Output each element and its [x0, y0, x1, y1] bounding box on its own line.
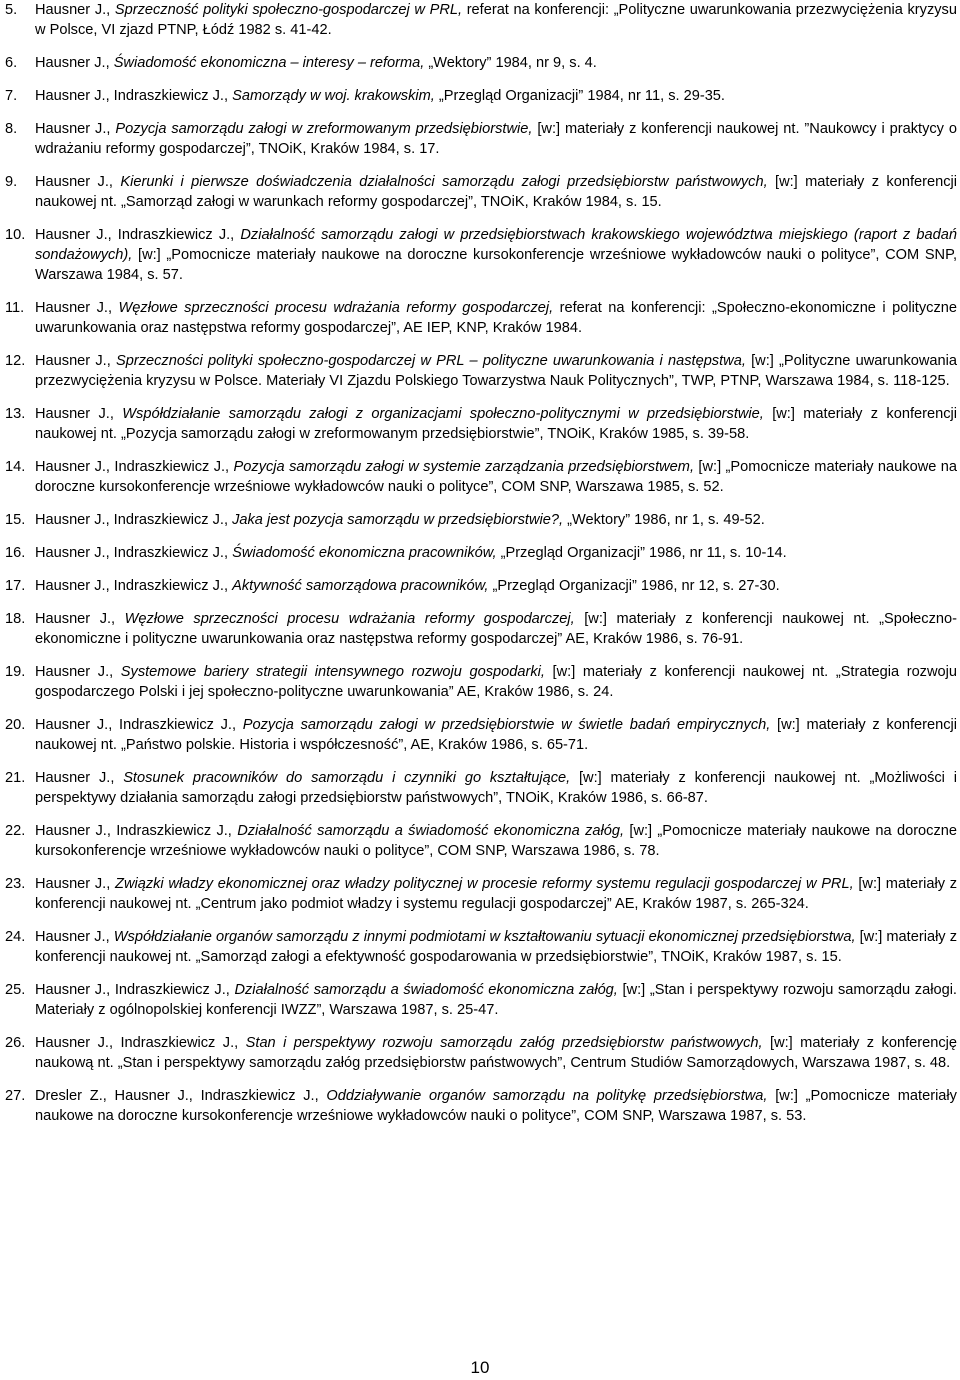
- entry-publication-details: [w:] materiały z konferencji naukowej nt. „Strategia rozwoju gospodarczego Polski i jej społeczno-polityczne uwarunkowania” AE, Kraków 1986, s. 24.: [35, 664, 957, 700]
- entry-title: Sprzeczność polityki społeczno-gospodarczej w PRL,: [114, 2, 463, 18]
- bibliography-entry: [5, 298, 957, 338]
- entry-authors: Hausner J.,: [35, 664, 114, 680]
- bibliography-entry: [5, 1033, 957, 1073]
- page-number: 10: [470, 1358, 490, 1377]
- entry-number: 10.: [5, 227, 26, 243]
- entry-authors: Hausner J.,: [35, 174, 113, 190]
- entry-authors: Hausner J.,: [35, 55, 110, 71]
- entry-number: 27.: [5, 1088, 26, 1104]
- entry-publication-details: referat na konferencji: „Polityczne uwarunkowania przezwyciężenia kryzysu w Polsce, VI zjazd PTNP, Łódź 1982 s. 41-42.: [35, 2, 957, 38]
- entry-title: Współdziałanie organów samorządu z innymi podmiotami w kształtowaniu sytuacji ekonomicznej przedsiębiorstwa,: [113, 929, 856, 945]
- entry-title: Węzłowe sprzeczności procesu wdrażania reformy gospodarczej,: [118, 300, 554, 316]
- entry-authors: Hausner J., Indraszkiewicz J.,: [35, 512, 229, 528]
- entry-number: 16.: [5, 545, 26, 561]
- entry-number: 17.: [5, 578, 26, 594]
- bibliography-entry: [5, 86, 957, 106]
- entry-number: 15.: [5, 512, 26, 528]
- entry-publication-details: [w:] materiały z konferencji naukowej nt. „Możliwości i perspektywy działania samorządu załogi przedsiębiorstw państwowych”, TNOiK, Kraków 1986, s. 66-87.: [35, 770, 957, 806]
- entry-number: 18.: [5, 611, 26, 627]
- entry-number: 26.: [5, 1035, 26, 1051]
- entry-authors: Hausner J., Indraszkiewicz J.,: [35, 578, 229, 594]
- entry-publication-details: „Wektory” 1984, nr 9, s. 4.: [428, 55, 597, 71]
- entry-title: Samorządy w woj. krakowskim,: [232, 88, 435, 104]
- entry-publication-details: „Przegląd Organizacji” 1986, nr 12, s. 27-30.: [492, 578, 780, 594]
- bibliography-entry: [5, 225, 957, 285]
- entry-authors: Hausner J.,: [35, 300, 113, 316]
- entry-title: Pozycja samorządu załogi w systemie zarządzania przedsiębiorstwem,: [233, 459, 694, 475]
- entry-number: 7.: [5, 88, 18, 104]
- entry-authors: Hausner J.,: [35, 406, 114, 422]
- entry-title: Aktywność samorządowa pracowników,: [232, 578, 489, 594]
- entry-authors: Hausner J.,: [35, 929, 110, 945]
- bibliography-entry: [5, 662, 957, 702]
- entry-title: Związki władzy ekonomicznej oraz władzy politycznej w procesie reformy systemu regulacji gospodarczej w PRL,: [115, 876, 854, 892]
- entry-number: 11.: [5, 300, 25, 316]
- entry-publication-details: [w:] „Pomocnicze materiały naukowe na doroczne kursokonferencje wrześniowe wykładowców nauki o polityce”, COM SNP, Warszawa 1986, s. 78.: [35, 823, 957, 859]
- entry-publication-details: [w:] „Stan i perspektywy rozwoju samorządu załogi. Materiały z ogólnopolskiej konferencji IWZZ”, Warszawa 1987, s. 25-47.: [35, 982, 957, 1018]
- entry-publication-details: [w:] „Pomocnicze materiały naukowe na doroczne kursokonferencje wrześniowe wykładowców nauki o polityce”, COM SNP, Warszawa 1987, s. 53.: [35, 1088, 957, 1124]
- entry-authors: Hausner J., Indraszkiewicz J.,: [35, 545, 229, 561]
- bibliography-entry: [5, 609, 957, 649]
- entry-publication-details: [w:] materiały z konferencji naukowej nt. „Centrum jako podmiot władzy i systemu regulacji gospodarczej” AE, Kraków 1987, s. 265-324.: [35, 876, 958, 912]
- entry-authors: Hausner J., Indraszkiewicz J.,: [35, 459, 230, 475]
- bibliography-entry: [5, 404, 957, 444]
- entry-publication-details: [w:] materiały z konferencji naukowej nt. „Pozycja samorządu załogi w zreformowanym przedsiębiorstwie”, TNOiK, Kraków 1985, s. 39-58.: [35, 406, 958, 442]
- entry-title: Stosunek pracowników do samorządu i czynniki go kształtujące,: [123, 770, 571, 786]
- entry-title: Oddziaływanie organów samorządu na politykę przedsiębiorstwa,: [326, 1088, 768, 1104]
- entry-publication-details: [w:] materiały z konferencji naukowej nt. „Państwo polskie. Historia i współczesność”, AE, Kraków 1986, s. 65-71.: [35, 717, 957, 753]
- entry-authors: Hausner J.,: [35, 2, 111, 18]
- entry-publication-details: „Przegląd Organizacji” 1986, nr 11, s. 10-14.: [500, 545, 787, 561]
- entry-title: Kierunki i pierwsze doświadczenia działalności samorządu załogi przedsiębiorstw państwowych,: [120, 174, 768, 190]
- entry-publication-details: [w:] „Pomocnicze materiały naukowe na doroczne kursokonferencje wrześniowe wykładowców nauki o polityce”, COM SNP, Warszawa 1984, s. 57.: [35, 247, 957, 283]
- bibliography-entry: [5, 172, 957, 212]
- bibliography-entry: [5, 457, 957, 497]
- bibliography-entry: [5, 715, 957, 755]
- entry-number: 6.: [5, 55, 18, 71]
- entry-title: Pozycja samorządu załogi w przedsiębiorstwie w świetle badań empirycznych,: [242, 717, 771, 733]
- entry-authors: Hausner J.,: [35, 770, 115, 786]
- entry-authors: Dresler Z., Hausner J., Indraszkiewicz J.,: [35, 1088, 319, 1104]
- bibliography-entry: [5, 53, 957, 73]
- entry-title: Systemowe bariery strategii intensywnego rozwoju gospodarki,: [120, 664, 545, 680]
- entry-title: Jaka jest pozycja samorządu w przedsiębiorstwie?,: [232, 512, 564, 528]
- entry-authors: Hausner J., Indraszkiewicz J.,: [35, 823, 232, 839]
- entry-publication-details: „Wektory” 1986, nr 1, s. 49-52.: [567, 512, 765, 528]
- entry-title: Sprzeczności polityki społeczno-gospodarczej w PRL – polityczne uwarunkowania i następstwa,: [116, 353, 746, 369]
- bibliography-entry: [5, 821, 957, 861]
- entry-publication-details: „Przegląd Organizacji” 1984, nr 11, s. 29-35.: [438, 88, 725, 104]
- entry-number: 13.: [5, 406, 26, 422]
- entry-number: 25.: [5, 982, 26, 998]
- bibliography-entry: [5, 576, 957, 596]
- entry-authors: Hausner J.,: [35, 353, 111, 369]
- entry-title: Pozycja samorządu załogi w zreformowanym przedsiębiorstwie,: [115, 121, 533, 137]
- entry-authors: Hausner J., Indraszkiewicz J.,: [35, 227, 235, 243]
- entry-title: Świadomość ekonomiczna – interesy – reforma,: [113, 55, 425, 71]
- entry-number: 9.: [5, 174, 18, 190]
- entry-number: 21.: [5, 770, 26, 786]
- entry-authors: Hausner J., Indraszkiewicz J.,: [35, 982, 230, 998]
- bibliography-entry: [5, 351, 957, 391]
- bibliography-entry: [5, 768, 957, 808]
- bibliography-entry: [5, 510, 957, 530]
- entry-authors: Hausner J.,: [35, 611, 116, 627]
- entry-title: Działalność samorządu załogi w przedsiębiorstwach krakowskiego województwa miejskiego (raport z badań sondażowych),: [35, 227, 957, 263]
- entry-title: Działalność samorządu a świadomość ekonomiczna załóg,: [234, 982, 618, 998]
- entry-number: 8.: [5, 121, 18, 137]
- entry-authors: Hausner J.,: [35, 121, 111, 137]
- bibliography-entry: [5, 927, 957, 967]
- entry-title: Świadomość ekonomiczna pracowników,: [232, 545, 497, 561]
- entry-publication-details: [w:] materiały z konferencji naukowej nt. „Samorząd załogi a efektywność gospodarowania w przedsiębiorstwie”, TNOiK, Kraków 1987, s. 15.: [35, 929, 957, 965]
- entry-number: 19.: [5, 664, 26, 680]
- bibliography-entry: [5, 874, 957, 914]
- entry-publication-details: referat na konferencji: „Społeczno-ekonomiczne i polityczne uwarunkowania oraz następstwa reformy gospodarczej”, AE IEP, KNP, Kraków 1984.: [35, 300, 957, 336]
- entry-number: 22.: [5, 823, 26, 839]
- bibliography-list: [5, 0, 957, 1139]
- entry-number: 24.: [5, 929, 26, 945]
- entry-publication-details: [w:] materiały z konferencji naukowej nt. ”Naukowcy i praktycy o wdrażaniu reformy gospodarczej”, TNOiK, Kraków 1984, s. 17.: [35, 121, 957, 157]
- entry-authors: Hausner J., Indraszkiewicz J.,: [35, 717, 237, 733]
- entry-number: 23.: [5, 876, 26, 892]
- bibliography-entry: [5, 0, 957, 40]
- entry-title: Stan i perspektywy rozwoju samorządu załóg przedsiębiorstw państwowych,: [245, 1035, 763, 1051]
- entry-number: 20.: [5, 717, 26, 733]
- bibliography-entry: [5, 543, 957, 563]
- entry-publication-details: [w:] materiały z konferencję naukową nt. „Stan i perspektywy samorządu załóg przedsiębiorstw państwowych”, Centrum Studiów Samorządowych, Warszawa 1987, s. 48.: [35, 1035, 957, 1071]
- entry-number: 12.: [5, 353, 26, 369]
- entry-authors: Hausner J.,: [35, 876, 111, 892]
- entry-publication-details: [w:] „Pomocnicze materiały naukowe na doroczne kursokonferencje wrześniowe wykładowców nauki o polityce”, COM SNP, Warszawa 1985, s. 52.: [35, 459, 957, 495]
- entry-publication-details: [w:] materiały z konferencji naukowej nt. „Społeczno-ekonomiczne i polityczne uwarunkowania oraz następstwa reformy gospodarczej” AE, Kraków 1986, s. 76-91.: [35, 611, 957, 647]
- entry-publication-details: [w:] „Polityczne uwarunkowania przezwyciężenia kryzysu w Polsce. Materiały VI Zjazdu Polskiego Towarzystwa Nauk Politycznych”, TWP, PTNP, Warszawa 1984, s. 118-125.: [35, 353, 957, 389]
- entry-authors: Hausner J., Indraszkiewicz J.,: [35, 1035, 239, 1051]
- entry-authors: Hausner J., Indraszkiewicz J.,: [35, 88, 229, 104]
- bibliography-entry: [5, 119, 957, 159]
- entry-title: Węzłowe sprzeczności procesu wdrażania reformy gospodarczej,: [124, 611, 575, 627]
- entry-publication-details: [w:] materiały z konferencji naukowej nt. „Samorząd załogi w warunkach reformy gospodarczej”, TNOiK, Kraków 1984, s. 15.: [35, 174, 957, 210]
- entry-number: 5.: [5, 2, 18, 18]
- entry-title: Współdziałanie samorządu załogi z organizacjami społeczno-politycznymi w przedsiębiorstwie,: [122, 406, 764, 422]
- entry-number: 14.: [5, 459, 26, 475]
- bibliography-entry: [5, 980, 957, 1020]
- entry-title: Działalność samorządu a świadomość ekonomiczna załóg,: [237, 823, 625, 839]
- bibliography-entry: [5, 1086, 957, 1126]
